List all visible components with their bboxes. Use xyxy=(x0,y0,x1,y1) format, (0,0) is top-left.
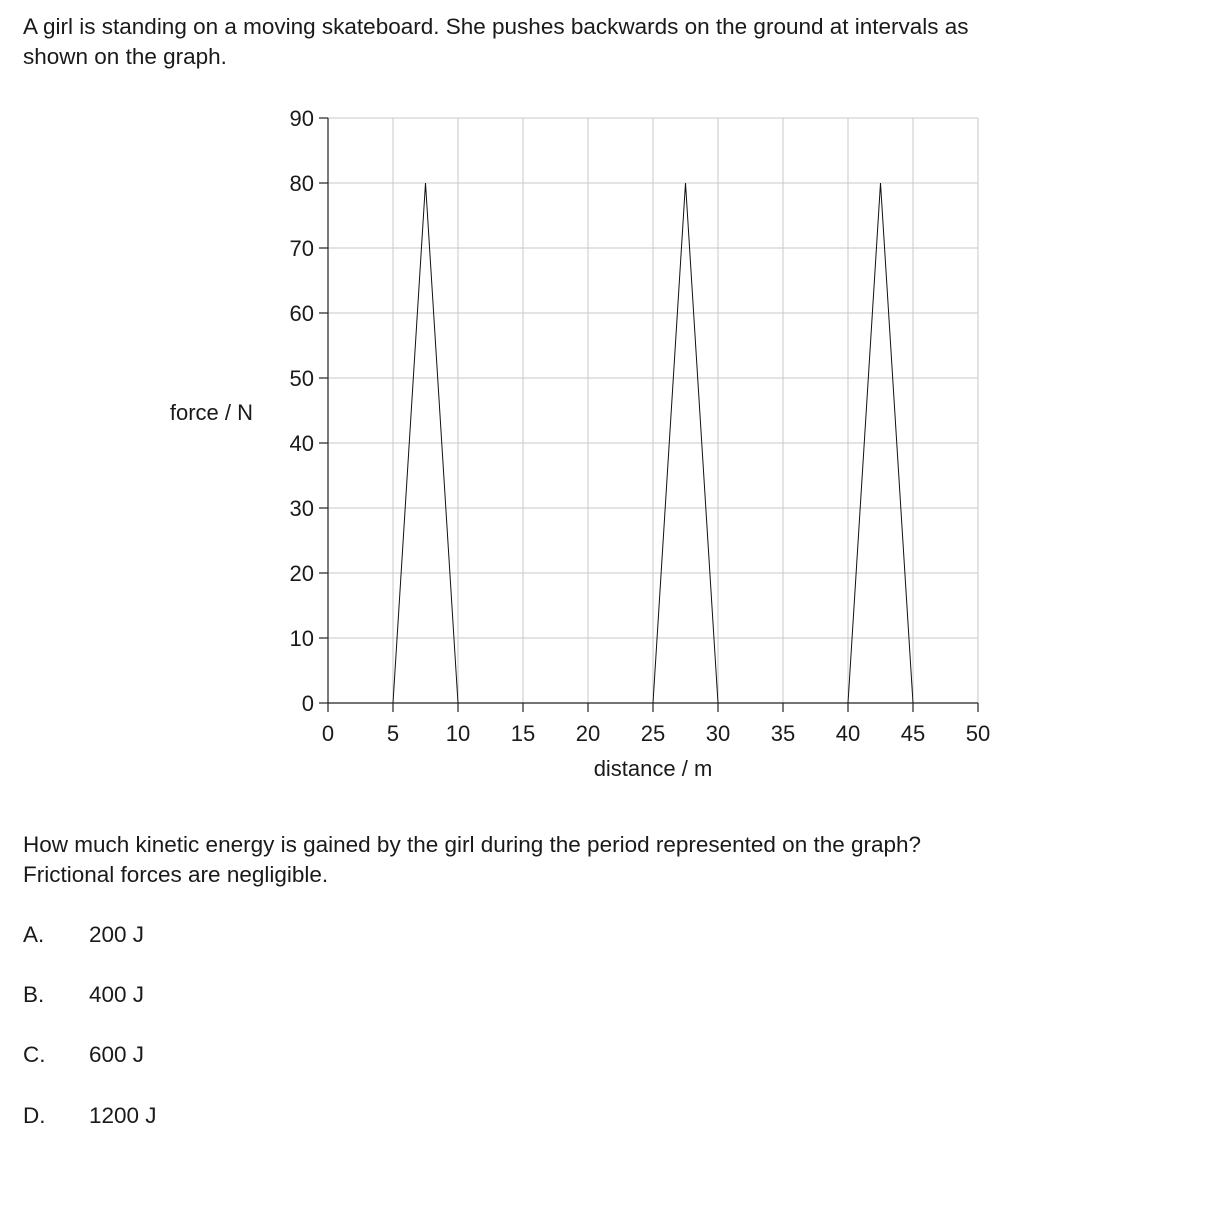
x-tick-label: 25 xyxy=(640,721,666,746)
option-b-letter: B. xyxy=(23,982,45,1007)
chart-ticks xyxy=(290,106,991,746)
question-prompt xyxy=(23,830,1143,890)
x-tick-label: 45 xyxy=(900,721,926,746)
chart-grid xyxy=(328,118,978,703)
y-tick-label: 70 xyxy=(289,236,314,261)
y-tick-label: 90 xyxy=(289,106,314,131)
option-a-text: 200 J xyxy=(89,922,145,947)
y-tick-label: 20 xyxy=(289,561,314,586)
option-d[interactable] xyxy=(23,1101,157,1131)
question-prompt-line-2: Frictional forces are negligible. xyxy=(23,862,329,887)
x-tick-label: 15 xyxy=(510,721,536,746)
option-c-text: 600 J xyxy=(89,1042,145,1067)
x-tick-label: 50 xyxy=(965,721,991,746)
question-intro-line-2: shown on the graph. xyxy=(23,44,227,69)
question-intro-line-1: A girl is standing on a moving skateboard. She pushes backwards on the ground at intervals as xyxy=(23,14,969,39)
y-tick-label: 50 xyxy=(289,366,314,391)
question-prompt-line-1: How much kinetic energy is gained by the girl during the period represented on the graph? xyxy=(23,832,922,857)
option-b-text: 400 J xyxy=(89,982,145,1007)
x-tick-label: 10 xyxy=(445,721,471,746)
option-d-text: 1200 J xyxy=(89,1103,157,1128)
x-tick-label: 40 xyxy=(835,721,861,746)
option-a[interactable] xyxy=(23,920,144,950)
y-tick-label: 40 xyxy=(289,431,314,456)
option-d-letter: D. xyxy=(23,1103,46,1128)
option-c-letter: C. xyxy=(23,1042,46,1067)
x-tick-label: 5 xyxy=(386,721,400,746)
x-tick-label: 20 xyxy=(575,721,601,746)
x-tick-label: 30 xyxy=(705,721,731,746)
x-tick-label: 35 xyxy=(770,721,796,746)
option-b[interactable] xyxy=(23,980,144,1010)
x-tick-label: 0 xyxy=(321,721,335,746)
y-tick-label: 60 xyxy=(289,301,314,326)
option-a-letter: A. xyxy=(23,922,45,947)
y-tick-label: 10 xyxy=(289,626,314,651)
y-axis-title: force / N xyxy=(169,400,253,425)
option-c[interactable] xyxy=(23,1040,144,1070)
y-tick-label: 30 xyxy=(289,496,314,521)
y-tick-label: 0 xyxy=(301,691,314,716)
y-tick-label: 80 xyxy=(289,171,314,196)
x-axis-title: distance / m xyxy=(593,756,713,781)
